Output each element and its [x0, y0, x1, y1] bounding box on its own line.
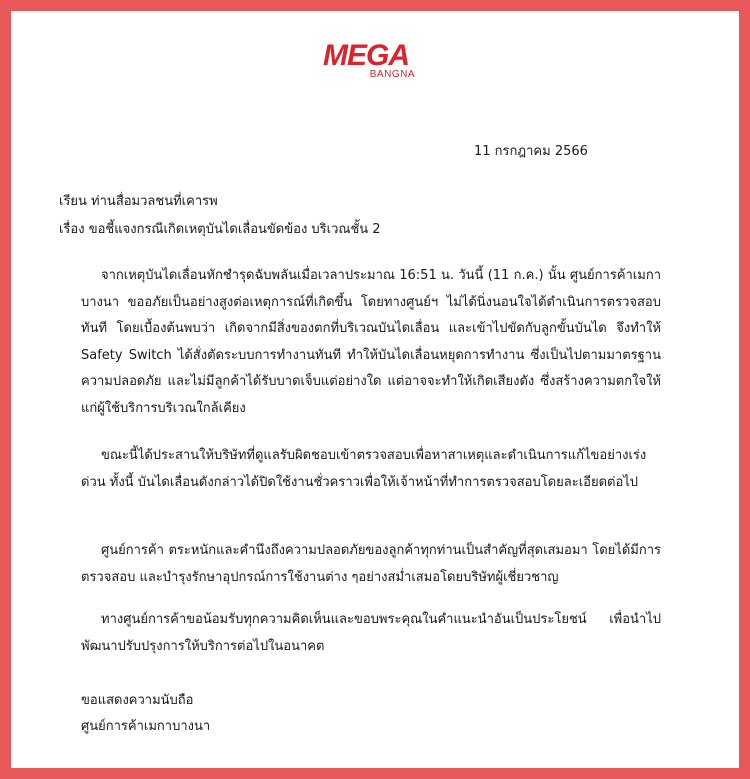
paragraph-feedback: ทางศูนย์การค้าขอน้อมรับทุกความคิดเห็นและขอบพระคุณในคำแนะนำอันเป็นประโยชน์ เพื่อนำไปพัฒนาปรับปรุงการให้บริการต่อไปในอนาคต: [81, 612, 661, 654]
letter-date: 11 กรกฎาคม 2566: [474, 144, 588, 159]
logo-brand: MEGA: [323, 39, 409, 72]
closing: ขอแสดงความนับถือ: [81, 693, 194, 708]
paragraph-incident: จากเหตุบันไดเลื่อนหักชำรุดฉับพลันเมื่อเวลาประมาณ 16:51 น. วันนี้ (11 ก.ค.) นั้น ศูนย์การค้าเมกาบางนา ขออภัยเป็นอย่างสูงต่อเหตุการณ์ที่เกิดขึ้น โดยทางศูนย์ฯ ไม่ได้นิ่งนอนใจได้ดำเนินการตรวจสอบทันที โดยเบื้องต้นพบว่า เกิดจากมีสิ่งของตกที่บริเวณบันไดเลื่อน และเข้าไปขัดกับลูกขั้นบันได จึงทำให้ Safety Switch ได้สั่งตัดระบบการทำงานทันที ทำให้บันไดเลื่อนหยุดการทำงาน ซึ่งเป็นไปตามมาตรฐานความปลอดภัย และไม่มีลูกค้าได้รับบาดเจ็บแต่อย่างใด แต่อาจจะทำให้เกิดเสียงดัง ซึ่งสร้างความตกใจให้แก่ผู้ใช้บริการบริเวณใกล้เคียง: [81, 268, 661, 416]
logo-sub: BANGNA: [369, 69, 415, 80]
mega-bangna-logo: [311, 41, 421, 91]
paragraph-investigation: ขณะนี้ได้ประสานให้บริษัทที่ดูแลรับผิดชอบเข้าตรวจสอบเพื่อหาสาเหตุและดำเนินการแก้ไขอย่างเร่งด่วน ทั้งนี้ บันไดเลื่อนดังกล่าวได้ปิดใช้งานชั่วคราวเพื่อให้เจ้าหน้าที่ทำการตรวจสอบโดยละเอียดต่อไป: [81, 448, 647, 490]
salutation: เรียน ท่านสื่อมวลชนที่เคารพ: [59, 194, 218, 209]
letter-sheet: [11, 11, 739, 768]
signature: ศูนย์การค้าเมกาบางนา: [81, 719, 211, 734]
subject-line: เรื่อง ขอชี้แจงกรณีเกิดเหตุบันไดเลื่อนขัดข้อง บริเวณชั้น 2: [59, 222, 381, 237]
paragraph-safety: ศูนย์การค้า ตระหนักและคำนึงถึงความปลอดภัยของลูกค้าทุกท่านเป็นสำคัญที่สุดเสมอมา โดยได้มีการตรวจสอบ และบำรุงรักษาอุปกรณ์การใช้งานต่าง ๆอย่างสม่ำเสมอโดยบริษัทผู้เชี่ยวชาญ: [81, 543, 661, 585]
